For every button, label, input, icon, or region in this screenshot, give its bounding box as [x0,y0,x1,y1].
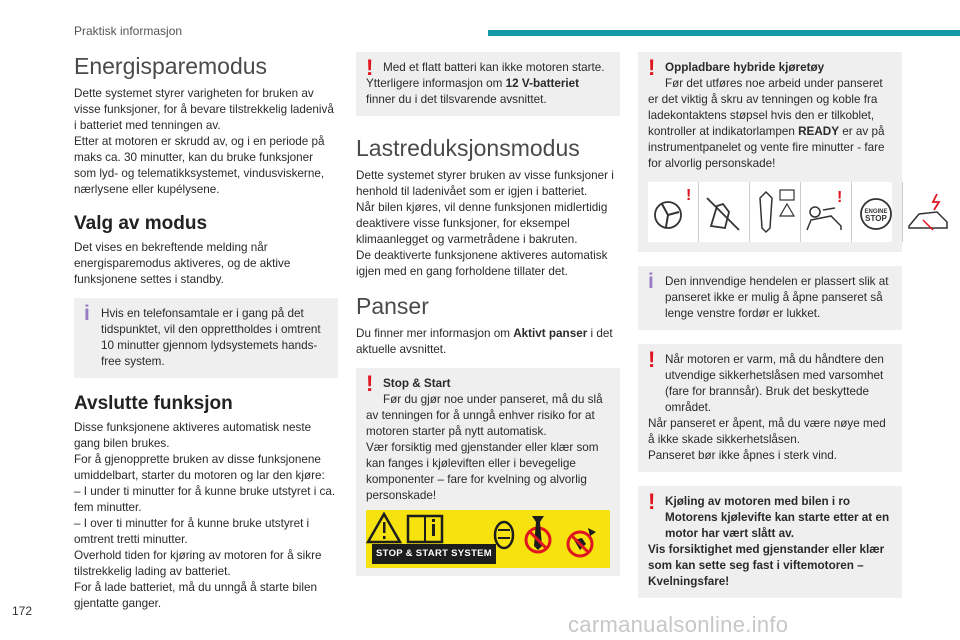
no-hand-cell [698,182,749,242]
no-hand-icon [699,182,749,242]
paragraph: Etter at motoren er skrudd av, og i en periode på maks ca. 30 minutter, kan du bruke funksjoner som lyd- og telematikksystemet, vindusviskerne, nærlysene eller kupélysene. [74,135,325,196]
warning-box-battery: ! Med et flatt batteri kan ikke motoren starte. Ytterligere informasjon om 12 V-batteriet finner du i det tilsvarende avsnittet. [356,52,620,116]
info-icon: i [648,270,654,293]
fan-warning-cell [648,182,698,242]
svg-text:!: ! [686,187,692,204]
paragraph: – I under ti minutter for å kunne bruke utstyret i ca. fem minutter. [74,485,336,514]
heading-energisparemodus: Energisparemodus [74,53,268,79]
stop-start-warning-label [366,510,610,568]
warning-box-hybrid: ! Oppladbare hybride kjøretøy Før det utføres noe arbeid under panseret er det viktig å skru av tenningen og koble fra ladekontaktens støpsel hvis den er tilkoblet, kontroller at indikatorlampen READY er av på instrumentpanelet og vente fire minutter - fare for alvorlig personskade! ! ! ENGINE STOP [638,52,902,252]
warning-box-hot-engine: ! Når motoren er varm, må du håndtere den utvendige sikkerhetslåsen med varsomhet (fare for brannsår). Bruk det beskyttede området. Når panseret er åpent, må du være nøye med å ikke skade sikkerhetslåsen. Panseret bør ikke åpnes i sterk vind. [638,344,902,472]
page-number: 172 [12,604,33,618]
svg-text:ENGINE: ENGINE [864,209,888,215]
warning-icon: ! [366,371,374,396]
manual-read-cell [749,182,800,242]
engine-stop-button-icon [852,182,902,242]
info-box-hendel: i Den innvendige hendelen er plassert slik at panseret ikke er mulig å åpne panseret så lenge venstre fordør er lukket. [638,266,902,330]
no-hand-fan-icon [568,528,596,556]
belt-hazard-icon [495,522,513,548]
section-title: Praktisk informasjon [74,24,183,38]
paragraph: For å gjenopprette bruken av disse funksjonene umiddelbart, starter du motoren og lar den kjøre: [74,453,325,482]
hybrid-warning-pictograms [648,182,892,242]
warning-icon: ! [648,489,656,514]
heading-valg-av-modus: Valg av modus [74,213,208,234]
page-header [0,0,960,40]
no-tie-icon [526,516,550,552]
warning-icon: ! [648,347,656,372]
warning-box-cooling-fan: ! Kjøling av motoren med bilen i ro Motorens kjølevifte kan starte etter at en motor har vært slått av. Vis forsiktighet med gjenstander eller klær som kan sette seg fast i viftemotoren – Kvelningsfare! [638,486,902,598]
paragraph: – I over ti minutter for å kunne bruke utstyret i omtrent tretti minutter. [74,517,310,546]
warning-icon: ! [366,55,374,80]
stop-start-system-label: STOP & START SYSTEM [372,544,496,564]
person-warning-cell [800,182,851,242]
paragraph: For å lade batteriet, må du unngå å starte bilen gjentatte ganger. [74,581,317,610]
paragraph: Disse funksjonene aktiveres automatisk neste gang bilen brukes. [74,421,312,450]
warning-triangle-icon [368,514,400,542]
paragraph: De deaktiverte funksjonene aktiveres automatisk igjen med en gang forholdene tillater det. [356,249,608,278]
warning-icon: ! [648,55,656,80]
column-right [638,52,902,598]
paragraph: Dette systemet styrer varigheten for bruken av visse funksjoner, for å bevare tilstrekkelig ladenivå i batteriet med tenningen av. [74,87,334,132]
paragraph: Dette systemet styrer bruken av visse funksjoner i henhold til ladenivået som er igjen i batteriet. [356,169,614,198]
manual-book-icon [408,516,442,542]
warning-box-stop-start: ! Stop & Start Før du gjør noe under panseret, må du slå av tenningen for å unngå enhver risiko for at motoren starter på nytt automatisk. Vær forsiktig med gjenstander eller klær som kan fanges i kjøleviften eller i bevegelige komponenter – fare for kvelning og alvorlig personskade! STOP & START SYSTEM [356,368,620,576]
svg-text:STOP: STOP [865,214,887,223]
paragraph: Når bilen kjøres, vil denne funksjonen midlertidig deaktivere visse funksjoner, for eksempel klimaanlegget og varmetrådene i bakruten. [356,201,608,246]
column-left [74,52,338,612]
engine-stop-cell [851,182,902,242]
charging-plug-icon [903,182,953,242]
header-accent-bar [488,30,960,36]
info-icon: i [84,302,90,325]
paragraph: Overhold tiden for kjøring av motoren for å sikre tilstrekkelig lading av batteriet. [74,549,322,578]
person-under-hood-icon [801,182,851,242]
fan-icon [648,182,698,242]
watermark: carmanualsonline.info [568,612,789,637]
charging-warning-cell [902,182,953,242]
manual-warning-icon [750,182,800,242]
info-box-phone: i Hvis en telefonsamtale er i gang på det tidspunktet, vil den opprettholdes i omtrent 10 minutter gjennom lydsystemets hands-free system. [74,298,338,378]
heading-avslutte-funksjon: Avslutte funksjon [74,393,233,414]
svg-text:!: ! [837,189,843,206]
paragraph: Du finner mer informasjon om Aktivt panser i det aktuelle avsnittet. [356,327,613,356]
paragraph: Det vises en bekreftende melding når energisparemodus aktiveres, og de aktive funksjonene settes i standby. [74,241,291,286]
heading-lastreduksjonsmodus: Lastreduksjonsmodus [356,135,580,161]
column-middle [356,52,620,576]
heading-panser: Panser [356,293,429,319]
